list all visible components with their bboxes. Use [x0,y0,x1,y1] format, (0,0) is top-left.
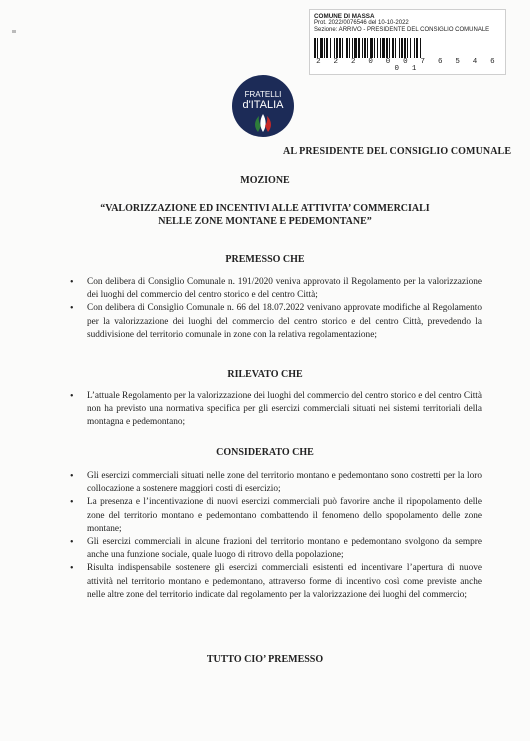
section-heading-premesso: PREMESSO CHE [225,254,305,265]
list-item: • Risulta indispensabile sostenere gli esercizi commerciali esistenti ed incentivare l’apertura di nuove attività nel territorio montano e pedemontano, attraverso forme di incentivo così come previste anche nelle altre zone del territorio indicate dal regolamento per la valorizzazione dei luoghi del commercio; [70,562,482,602]
barcode [314,38,501,58]
stamp-section: Sezione: ARRIVO - PRESIDENTE DEL CONSIGLIO COMUNALE [314,27,490,33]
stamp-org: COMUNE DI MASSA [314,13,375,20]
list-item: • Con delibera di Consiglio Comunale n. 191/2020 veniva approvato il Regolamento per la valorizzazione dei luoghi del commercio del centro storico e del centro Città; [70,276,482,302]
closing-heading: TUTTO CIO’ PREMESSO [206,654,324,665]
barcode-bar [421,38,422,58]
motion-title-line2: NELLE ZONE MONTANE E PEDEMONTANE” [158,216,372,227]
list-item: • Gli esercizi commerciali situati nelle zone del territorio montano e pedemontano sono costretti per la loro collocazione a sostenere maggiori costi di esercizio; [70,470,482,496]
section-heading-considerato: CONSIDERATO CHE [216,447,314,458]
section-list-premesso [70,276,482,342]
document-type: MOZIONE [240,175,290,186]
logo-text-line2: d'ITALIA [242,99,284,111]
section-list-rilevato [70,390,482,430]
barcode-number: 2 2 2 0 0 0 7 6 5 4 6 0 1 [316,58,499,73]
logo-text-line1: FRATELLI [244,90,282,99]
list-item: • Gli esercizi commerciali in alcune frazioni del territorio montano e pedemontano svolgono da sempre anche una funzione sociale, quale luogo di ritrovo della popolazione; [70,536,482,562]
party-logo [231,74,295,138]
list-item: • Con delibera di Consiglio Comunale n. 66 del 18.07.2022 venivano approvate modifiche al Regolamento per la valorizzazione dei luoghi del commercio del centro storico e del centro Città, prevedendo la suddivisione del territorio comunale in zone con la relativa regolamentazione; [70,302,482,342]
protocol-stamp [309,9,506,75]
list-item: • L’attuale Regolamento per la valorizzazione dei luoghi del commercio del centro storico e del centro Città non ha previsto una normativa specifica per gli esercizi commerciali situati nei sistemi territoriali della montagna e pedemontano; [70,390,482,430]
recipient-heading: AL PRESIDENTE DEL CONSIGLIO COMUNALE [283,146,512,157]
scan-mark [12,30,16,33]
section-list-considerato [70,470,482,602]
stamp-protocol: Prot. 2022/0076546 del 10-10-2022 [314,20,409,26]
list-item: • La presenza e l’incentivazione di nuovi esercizi commerciali può favorire anche il ripopolamento delle zone del territorio montano e pedemontano combattendo il fenomeno dello spopolamento delle zone montane; [70,496,482,536]
motion-title-line1: “VALORIZZAZIONE ED INCENTIVI ALLE ATTIVITA’ COMMERCIALI [100,203,430,214]
section-heading-rilevato: RILEVATO CHE [227,369,303,380]
